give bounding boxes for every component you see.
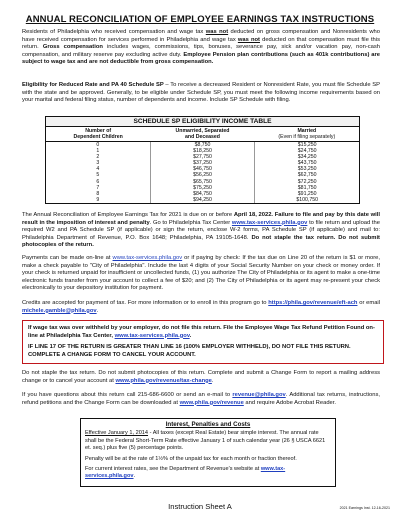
unmarried-limit-cell: $84,750 — [193, 190, 212, 197]
tax-center-link[interactable]: www.tax-services.phila.gov — [231, 219, 308, 226]
credits-text-3: . — [96, 307, 99, 314]
dependents-cell: 6 — [96, 178, 100, 185]
married-limit-cell: $34,250 — [297, 154, 317, 161]
dependents-cell: 1 — [96, 148, 100, 155]
penalties-rate: Penalty will be at the rate of 1½% of the unpaid tax for each month or fraction thereof. — [85, 455, 297, 462]
intro-paragraph — [22, 29, 380, 67]
questions-text-2: . Additional tax returns, instructions, refund petitions and the Change Form can be downloaded at — [22, 392, 380, 406]
annual-text-1: The Annual Reconciliation of Employee Earnings Tax for 2021 is due on or before — [22, 212, 234, 218]
unmarried-limit-cell: $65,750 — [193, 178, 212, 185]
questions-paragraph — [22, 392, 380, 407]
eligibility-label: Eligibility for Reduced Rate and PA 40 Schedule SP — [22, 82, 164, 88]
failure-notice: Failure to file and pay by this date will result in the imposition of interest and penalty — [22, 212, 380, 226]
married-limit-cell: $72,250 — [297, 178, 317, 185]
payments-text-2: or if paying by check: If the tax due on Line 20 of the return is $1 or more, make a check payable to "City of Philadelphia". Include the last 4 digits of your Social Security Number on your check or money order. If your check is returned unpaid for insufficient or uncollected funds, (1) you authorize The City of Philadelphia or its agent to make a one-time electronic funds transfer from your account to collect a fee of $20; and (2) The City of Philadelphia or its agent may re-present your check electronically to your depository institution for payment. — [22, 255, 380, 292]
refund-text-1: If wage tax was over withheld by your employer, do not file this return. File the Employee Wage Tax Refund Petition Found on-line at Philadelphia Tax Center, — [28, 325, 375, 339]
header-dependents: Number of Dependent Children — [73, 128, 123, 140]
dependents-cell: 5 — [96, 172, 100, 179]
email-link[interactable]: michele.gamble@phila.gov — [22, 307, 97, 314]
eligibility-paragraph — [22, 82, 380, 105]
unmarried-limit-cell: $56,250 — [193, 172, 212, 179]
page-title: ANNUAL RECONCILIATION OF EMPLOYEE EARNINGS TAX INSTRUCTIONS — [25, 14, 375, 25]
payments-paragraph — [22, 255, 380, 293]
rates-text-1: For current interest rates, see the Department of Revenue's website at — [85, 466, 261, 473]
form-revision: 2021 Earnings Inst. 12-16-2021 — [339, 506, 390, 510]
pension-notice: Employee Pension plan contributions (such as 401k contributions) are subject to wage tax and are not deductible from gross compensation. — [22, 51, 380, 66]
photocopies-text-1: Do not staple the tax return. Do not submit photocopies of this return. Complete and submit a Change Form to report a mailing address change or to cancel your account at — [22, 370, 380, 384]
intro-text-3: deducted on that compensation must file this return. — [22, 36, 380, 51]
questions-text-1: If you have questions about this return call 215-686-6600 or send an e-mail to — [22, 392, 233, 398]
photocopies-text-2: . — [211, 377, 214, 384]
eligibility-text: – To receive a decreased Resident or Nonresident Rate, you must file Schedule SP with the state and be approved. Generally, to be eligible under Schedule SP, you must meet the following income requirements based on your marital and federal filing status, number of dependents and income. Include SP Schedule with filing. — [22, 82, 380, 104]
unmarried-limit-cell: $18,250 — [193, 148, 212, 155]
header-married: Married (Even if filing separately) — [278, 128, 336, 140]
married-limit-cell: $24,750 — [297, 148, 317, 155]
photocopies-paragraph — [22, 370, 380, 385]
unmarried-limit-cell: $75,250 — [193, 184, 212, 191]
table-body — [46, 142, 359, 203]
married-limit-cell: $43,750 — [297, 160, 317, 167]
was-not-emphasis-2: was not — [237, 36, 260, 43]
dependents-cell: 0 — [96, 142, 100, 148]
penalties-box — [80, 418, 336, 487]
credits-text-2: or email — [357, 300, 380, 306]
married-limit-cell: $91,250 — [297, 190, 317, 197]
due-date: April 18, 2022. — [233, 212, 274, 218]
eft-ach-link[interactable]: https://phila.gov/revenue/eft-ach — [268, 300, 358, 306]
questions-text-3: and require Adobe Acrobat Reader. — [243, 399, 336, 406]
penalties-title: Interest, Penalties and Costs — [165, 421, 251, 428]
refund-petition-notice — [28, 325, 378, 340]
married-limit-cell: $53,250 — [297, 166, 317, 173]
intro-text-4: includes wages, commissions, tips, bonuses, severance pay, sick and/or vacation pay, non-cash compensation, and military reserve pay excluding active duty. — [22, 44, 380, 58]
refund-link[interactable]: www.tax-services.phila.gov — [114, 332, 190, 339]
unmarried-limit-cell: $37,250 — [193, 160, 212, 167]
refund-text-2: . — [189, 332, 192, 339]
unmarried-limit-cell: $46,750 — [193, 166, 212, 173]
dependents-cell: 3 — [96, 160, 100, 167]
annual-paragraph — [22, 212, 380, 250]
staple-notice: Do not staple the tax return. Do not submit photocopies of the return. — [22, 234, 380, 249]
line17-notice: IF LINE 17 OF THE RETURN IS GREATER THAN LINE 16 (100% EMPLOYER WITHHELD), DO NOT FILE THIS RETURN. COMPLETE A CHANGE FORM TO CANCEL YOUR ACCOUNT. — [28, 344, 351, 358]
annual-text-3: to file return and upload the required W2 and PA Schedule SP (if applicable) or sign the return, enclose W-2 forms, PA Schedule SP (if applicable) and mail to: Philadelphia Department of Revenue, P.O. Box 1648; Philadelphia, PA 19105-1648. — [22, 219, 380, 241]
revenue-site-link[interactable]: www.phila.gov/revenue — [179, 399, 244, 406]
header-unmarried: Unmarried, Separated and Deceased — [175, 128, 230, 140]
unmarried-limit-cell: $8,750 — [194, 142, 211, 148]
dependents-cell: 9 — [96, 196, 100, 203]
dependents-column — [46, 142, 150, 203]
effective-date: Effective January 1, 2014 — [85, 430, 149, 437]
was-not-emphasis-1: was not — [205, 29, 229, 35]
table-title: SCHEDULE SP ELIGIBILITY INCOME TABLE — [46, 117, 359, 127]
penalties-interest — [85, 430, 331, 452]
married-column — [254, 142, 359, 203]
tax-change-link[interactable]: www.phila.gov/revenue/tax-change — [115, 377, 212, 384]
dependents-cell: 8 — [96, 190, 100, 197]
dependents-cell: 4 — [96, 166, 100, 173]
intro-text-2: deducted on gross compensation and Nonresidents who have received compensation for services performed in Philadelphia and wage tax — [22, 29, 380, 43]
rates-link[interactable]: www.tax-services.phila.gov — [85, 466, 286, 480]
rates-text-2: . — [133, 473, 136, 480]
revenue-email-link[interactable]: revenue@phila.gov — [232, 392, 286, 398]
dependents-cell: 7 — [96, 184, 100, 191]
interest-text: - All taxes (except Real Estate) bear simple interest. The annual rate shall be the Federal Short-Term Rate effective January 1 of such calendar year (26 § USCA 6621 et. seq.) plus five (5) percentage points. — [85, 430, 326, 452]
married-limit-cell: $15,250 — [297, 142, 317, 148]
intro-text-1: Residents of Philadelphia who received compensation and wage tax — [22, 29, 206, 35]
sheet-label: Instruction Sheet A — [168, 502, 232, 511]
payments-link[interactable]: www.tax-services.phila.gov — [112, 255, 183, 261]
unmarried-limit-cell: $27,750 — [193, 154, 212, 161]
credits-paragraph — [22, 300, 380, 315]
eligibility-income-table — [45, 116, 360, 204]
annual-text-2: . Go to Philadelphia Tax Center — [149, 219, 232, 226]
warning-box — [22, 320, 384, 364]
credits-text-1: Credits are accepted for payment of tax. For more information or to enroll in this program go to — [22, 300, 269, 306]
married-limit-cell: $81,750 — [297, 184, 317, 191]
unmarried-limit-cell: $94,250 — [193, 196, 212, 203]
payments-text-1: Payments can be made on-line at — [22, 255, 113, 261]
table-header-row — [46, 127, 359, 142]
gross-compensation-label: Gross compensation — [42, 44, 103, 51]
penalties-current-rates — [85, 466, 331, 481]
unmarried-column — [150, 142, 255, 203]
married-limit-cell: $100,750 — [296, 196, 318, 203]
married-limit-cell: $62,750 — [297, 172, 317, 179]
dependents-cell: 2 — [96, 154, 100, 161]
